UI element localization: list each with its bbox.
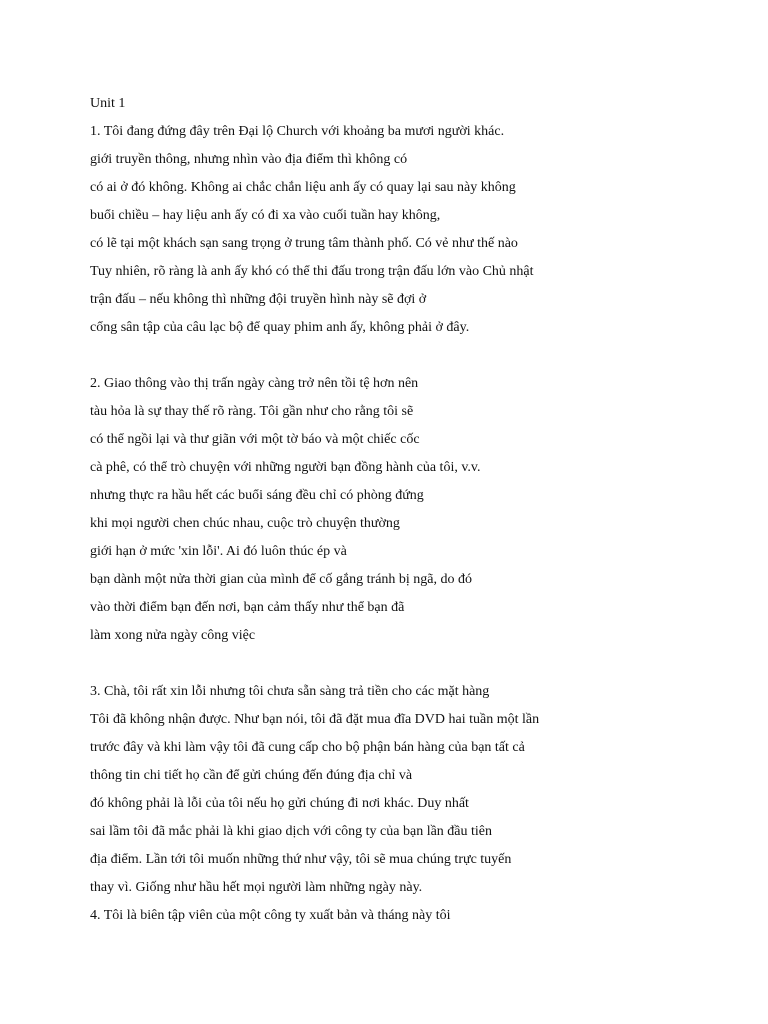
text-line: khi mọi người chen chúc nhau, cuộc trò chuyện thường [90, 516, 400, 531]
text-line: có ai ở đó không. Không ai chắc chắn liệu anh ấy có quay lại sau này không [90, 180, 516, 195]
paragraph-3 [90, 678, 728, 930]
text-line: sai lầm tôi đã mắc phải là khi giao dịch với công ty của bạn lần đầu tiên [90, 824, 493, 839]
text-line: 2. Giao thông vào thị trấn ngày càng trở nên tồi tệ hơn nên [90, 376, 419, 391]
paragraph-1 [90, 118, 728, 342]
text-line: thay vì. Giống như hầu hết mọi người làm những ngày này. [90, 880, 423, 895]
paragraph-spacer [90, 342, 728, 370]
text-line: có thể ngồi lại và thư giãn với một tờ báo và một chiếc cốc [90, 432, 420, 447]
text-line: bạn dành một nửa thời gian của mình để cố gắng tránh bị ngã, do đó [90, 572, 473, 587]
text-line: cổng sân tập của câu lạc bộ để quay phim anh ấy, không phải ở đây. [90, 320, 470, 335]
text-line: nhưng thực ra hầu hết các buổi sáng đều chỉ có phòng đứng [90, 488, 424, 503]
text-line: trước đây và khi làm vậy tôi đã cung cấp cho bộ phận bán hàng của bạn tất cả [90, 740, 525, 755]
text-line: có lẽ tại một khách sạn sang trọng ở trung tâm thành phố. Có vẻ như thế nào [90, 236, 518, 251]
text-line: giới hạn ở mức 'xin lỗi'. Ai đó luôn thúc ép và [90, 544, 347, 559]
text-line: vào thời điểm bạn đến nơi, bạn cảm thấy như thể bạn đã [90, 600, 405, 615]
paragraph-2 [90, 370, 728, 650]
paragraph-spacer [90, 650, 728, 678]
text-line: giới truyền thông, nhưng nhìn vào địa điểm thì không có [90, 152, 408, 167]
text-line: đó không phải là lỗi của tôi nếu họ gửi chúng đi nơi khác. Duy nhất [90, 796, 469, 811]
text-line: tàu hỏa là sự thay thế rõ ràng. Tôi gần như cho rằng tôi sẽ [90, 404, 414, 419]
document-body [90, 90, 728, 930]
text-line: Tôi đã không nhận được. Như bạn nói, tôi đã đặt mua đĩa DVD hai tuần một lần [90, 712, 540, 727]
text-line: trận đấu – nếu không thì những đội truyền hình này sẽ đợi ở [90, 292, 427, 307]
text-line: buổi chiều – hay liệu anh ấy có đi xa vào cuối tuần hay không, [90, 208, 441, 223]
text-line: thông tin chi tiết họ cần để gửi chúng đến đúng địa chỉ và [90, 768, 413, 783]
text-line: 1. Tôi đang đứng đây trên Đại lộ Church với khoảng ba mươi người khác. [90, 124, 505, 139]
text-line: địa điểm. Lần tới tôi muốn những thứ như vậy, tôi sẽ mua chúng trực tuyến [90, 852, 512, 867]
text-line: 4. Tôi là biên tập viên của một công ty xuất bản và tháng này tôi [90, 908, 451, 923]
text-line: 3. Chà, tôi rất xin lỗi nhưng tôi chưa sẵn sàng trả tiền cho các mặt hàng [90, 684, 490, 699]
text-line: làm xong nửa ngày công việc [90, 628, 256, 643]
document-title: Unit 1 [90, 96, 126, 111]
text-line: cà phê, có thể trò chuyện với những người bạn đồng hành của tôi, v.v. [90, 460, 481, 475]
text-line: Tuy nhiên, rõ ràng là anh ấy khó có thể thi đấu trong trận đấu lớn vào Chủ nhật [90, 264, 534, 279]
